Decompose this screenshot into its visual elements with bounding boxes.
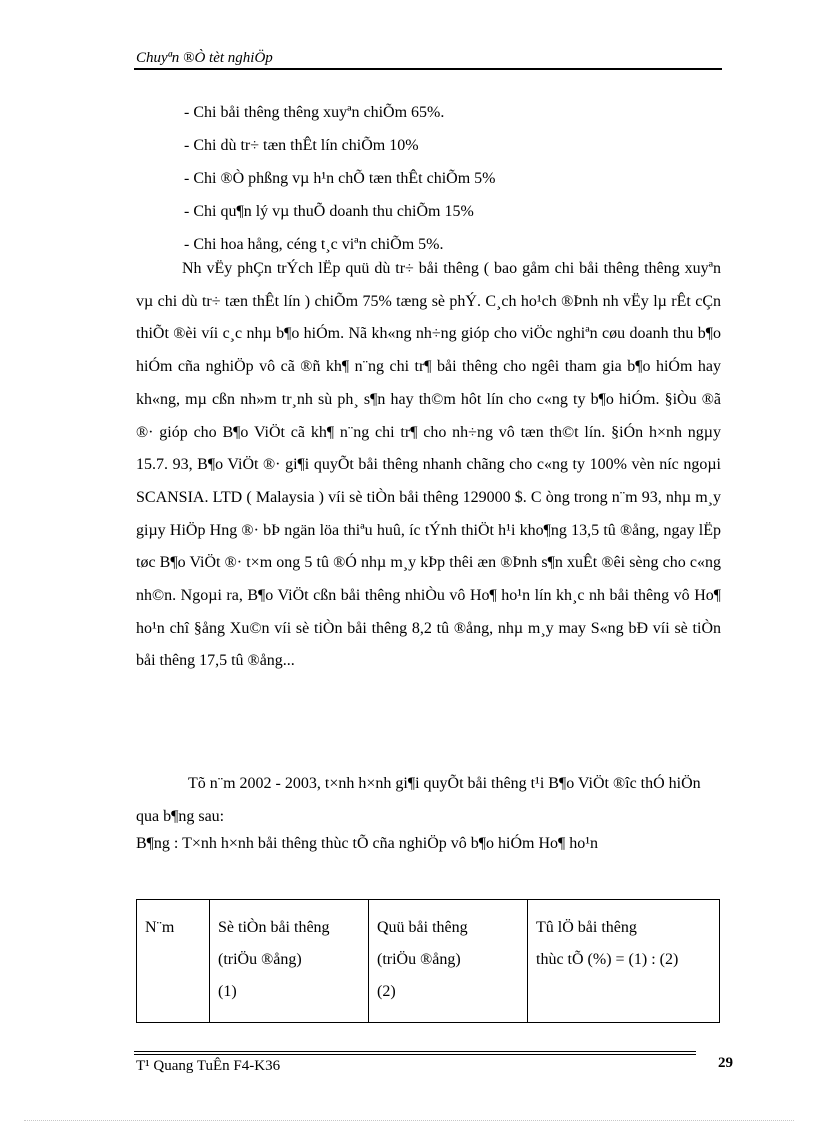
header-fund: Quü båi thêng bbox=[377, 919, 468, 936]
footer-divider-inner bbox=[134, 1054, 696, 1055]
list-item: - Chi qu¶n lý vµ thuÕ doanh thu chiÕm 15% bbox=[184, 203, 474, 220]
intro-paragraph: Tõ n¨m 2002 - 2003, t×nh h×nh gi¶i quyÕt båi thêng t¹i B¶o ViÖt ®îc thÓ hiÖn qua b¶ng sau: bbox=[136, 775, 701, 825]
header-cell-claim-amount bbox=[210, 900, 369, 1023]
header-fund-index: (2) bbox=[377, 983, 396, 1000]
body-paragraph: Nh vËy phÇn trÝch lËp quü dù tr÷ båi thêng ( bao gåm chi båi thêng thêng xuyªn vµ chi dù tr÷ tæn thÊt lín ) chiÕm 75% tæng sè phÝ. C¸ch ho¹ch ®Þnh nh vËy lµ rÊt cÇn thiÕt ®èi víi c¸c nhµ b¶o hiÓm. Nã kh«ng nh÷ng gióp cho viÖc nghiªn cøu doanh thu b¶o hiÓm cña nghiÖp vô cã ®ñ kh¶ n¨ng chi tr¶ båi thêng cho ngêi tham gia b¶o hiÓm hay kh«ng, mµ cßn nh»m tr¸nh sù ph¸ s¶n hay th©m hôt lín cho c«ng ty b¶o hiÓm. §iÒu ®ã ®· gióp cho B¶o ViÖt cã kh¶ n¨ng chi tr¶ cho nh÷ng vô tæn th©t lín. §iÓn h×nh ngµy 15.7. 93, B¶o ViÖt ®· gi¶i quyÕt båi thêng nhanh chãng cho c«ng ty 100% vèn níc ngoµi SCANSIA. LTD ( Malaysia ) víi sè tiÒn båi thêng 129000 $. C òng trong n¨m 93, nhµ m¸y giµy HiÖp Hng ®· bÞ ngän löa thiªu huû, íc tÝnh thiÖt h¹i kho¶ng 13,5 tû ®ång, ngay lËp tøc B¶o ViÖt ®· t×m ong 5 tû ®Ó nhµ m¸y kÞp thêi æn ®Þnh s¶n xuÊt ®êi sèng cho c«ng nh©n. Ngoµi ra, B¶o ViÖt cßn båi thêng nhiÒu vô Ho¶ ho¹n lín kh¸c nh båi thêng vô Ho¶ ho¹n chî §ång Xu©n víi sè tiÒn båi thêng 8,2 tû ®ång, nhµ m¸y may S«ng bÐ víi sè tiÒn båi thêng 17,5 tû ®ång... bbox=[136, 260, 721, 670]
footer-author: T¹ Quang TuÊn F4-K36 bbox=[136, 1058, 281, 1074]
header-ratio: Tû lÖ båi thêng bbox=[536, 919, 637, 936]
page-bottom-border bbox=[24, 1120, 794, 1121]
header-title: Chuyªn ®Ò tèt nghiÖp bbox=[136, 50, 273, 66]
table-caption: B¶ng : T×nh h×nh båi thêng thùc tÕ cña nghiÖp vô b¶o hiÓm Ho¶ ho¹n bbox=[136, 835, 599, 852]
list-item: - Chi ®Ò phßng vµ h¹n chÕ tæn thÊt chiÕm 5% bbox=[184, 170, 496, 187]
header-claim-index: (1) bbox=[218, 983, 237, 1000]
header-cell-claim-fund bbox=[369, 900, 528, 1023]
header-claim-unit: (triÖu ®ång) bbox=[218, 951, 302, 968]
claims-table bbox=[136, 899, 720, 1023]
list-item: - Chi dù tr÷ tæn thÊt lín chiÕm 10% bbox=[184, 137, 419, 154]
list-item: - Chi båi thêng thêng xuyªn chiÕm 65%. bbox=[184, 104, 445, 121]
table-header-row bbox=[137, 900, 720, 1023]
header-cell-year bbox=[137, 900, 210, 1023]
header-fund-unit: (triÖu ®ång) bbox=[377, 951, 461, 968]
header-divider bbox=[134, 68, 722, 70]
bullet-list bbox=[184, 96, 724, 261]
header-cell-claim-ratio bbox=[528, 900, 720, 1023]
list-item: - Chi hoa hång, céng t¸c viªn chiÕm 5%. bbox=[184, 236, 444, 253]
footer-divider bbox=[134, 1051, 696, 1052]
header-year: N¨m bbox=[145, 919, 175, 936]
page-number: 29 bbox=[718, 1055, 733, 1071]
header-ratio-formula: thùc tÕ (%) = (1) : (2) bbox=[536, 951, 679, 968]
header-claim-amount: Sè tiÒn båi thêng bbox=[218, 919, 330, 936]
